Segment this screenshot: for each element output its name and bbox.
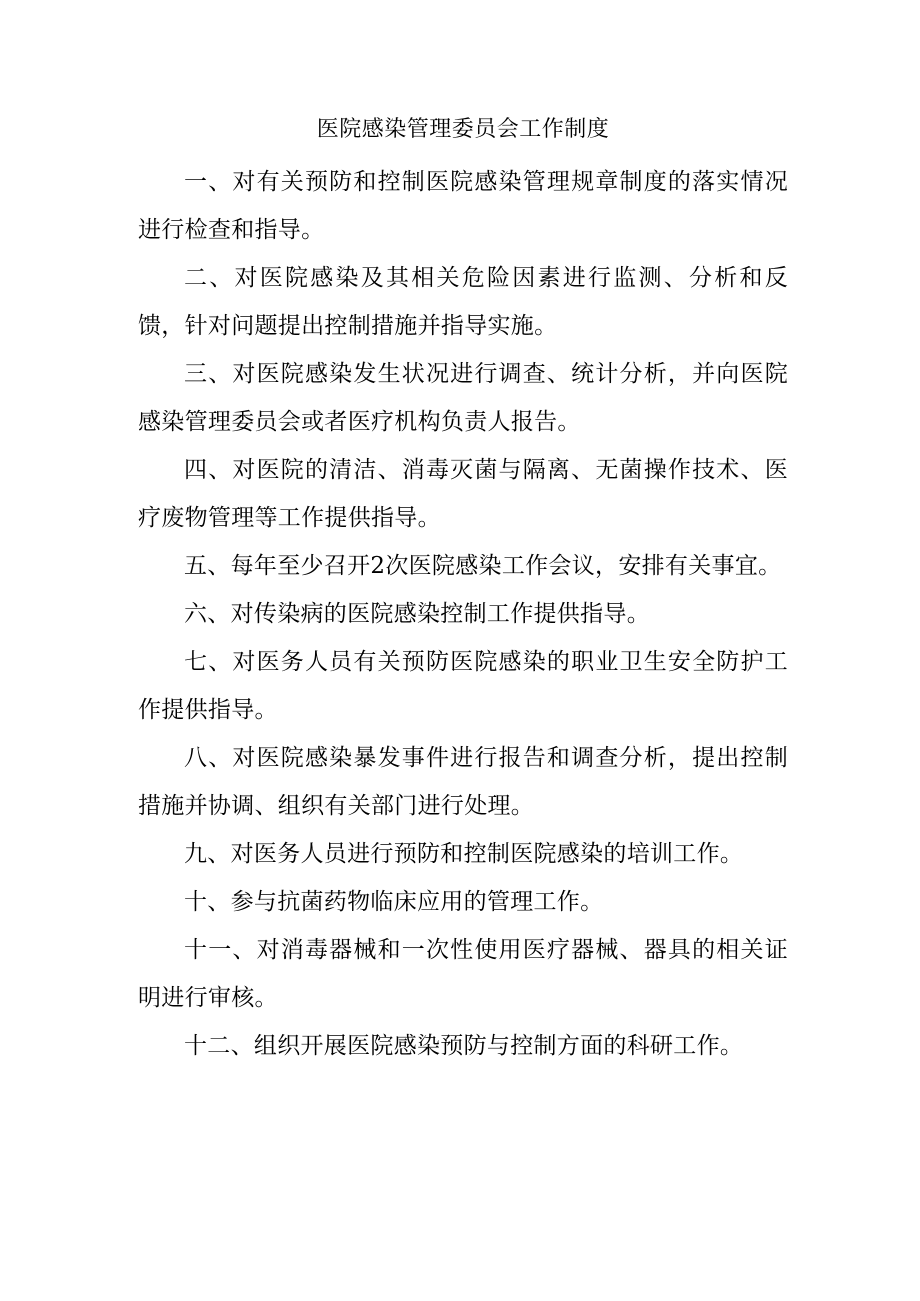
- paragraph-2: 二、对医院感染及其相关危险因素进行监测、分析和反馈，针对问题提出控制措施并指导实施。: [138, 265, 788, 339]
- document-page: [138, 112, 788, 1070]
- document-title: 医院感染管理委员会工作制度: [316, 117, 610, 142]
- paragraph-12: 十二、组织开展医院感染预防与控制方面的科研工作。: [184, 1033, 744, 1059]
- paragraph-7: 七、对医务人员有关预防医院感染的职业卫生安全防护工作提供指导。: [138, 649, 788, 723]
- paragraph-5: 五、每年至少召开2次医院感染工作会议，安排有关事宜。: [184, 553, 782, 579]
- paragraph-3: 三、对医院感染发生状况进行调查、统计分析，并向医院感染管理委员会或者医疗机构负责人报告。: [138, 361, 788, 435]
- paragraph-4: 四、对医院的清洁、消毒灭菌与隔离、无菌操作技术、医疗废物管理等工作提供指导。: [138, 457, 788, 531]
- paragraph-1: 一、对有关预防和控制医院感染管理规章制度的落实情况进行检查和指导。: [138, 169, 788, 243]
- paragraph-10: 十、参与抗菌药物临床应用的管理工作。: [184, 889, 604, 915]
- paragraph-6: 六、对传染病的医院感染控制工作提供指导。: [184, 601, 650, 627]
- paragraph-9: 九、对医务人员进行预防和控制医院感染的培训工作。: [184, 841, 744, 867]
- paragraph-8: 八、对医院感染暴发事件进行报告和调查分析，提出控制措施并协调、组织有关部门进行处理。: [138, 745, 788, 819]
- paragraph-11: 十一、对消毒器械和一次性使用医疗器械、器具的相关证明进行审核。: [138, 937, 788, 1011]
